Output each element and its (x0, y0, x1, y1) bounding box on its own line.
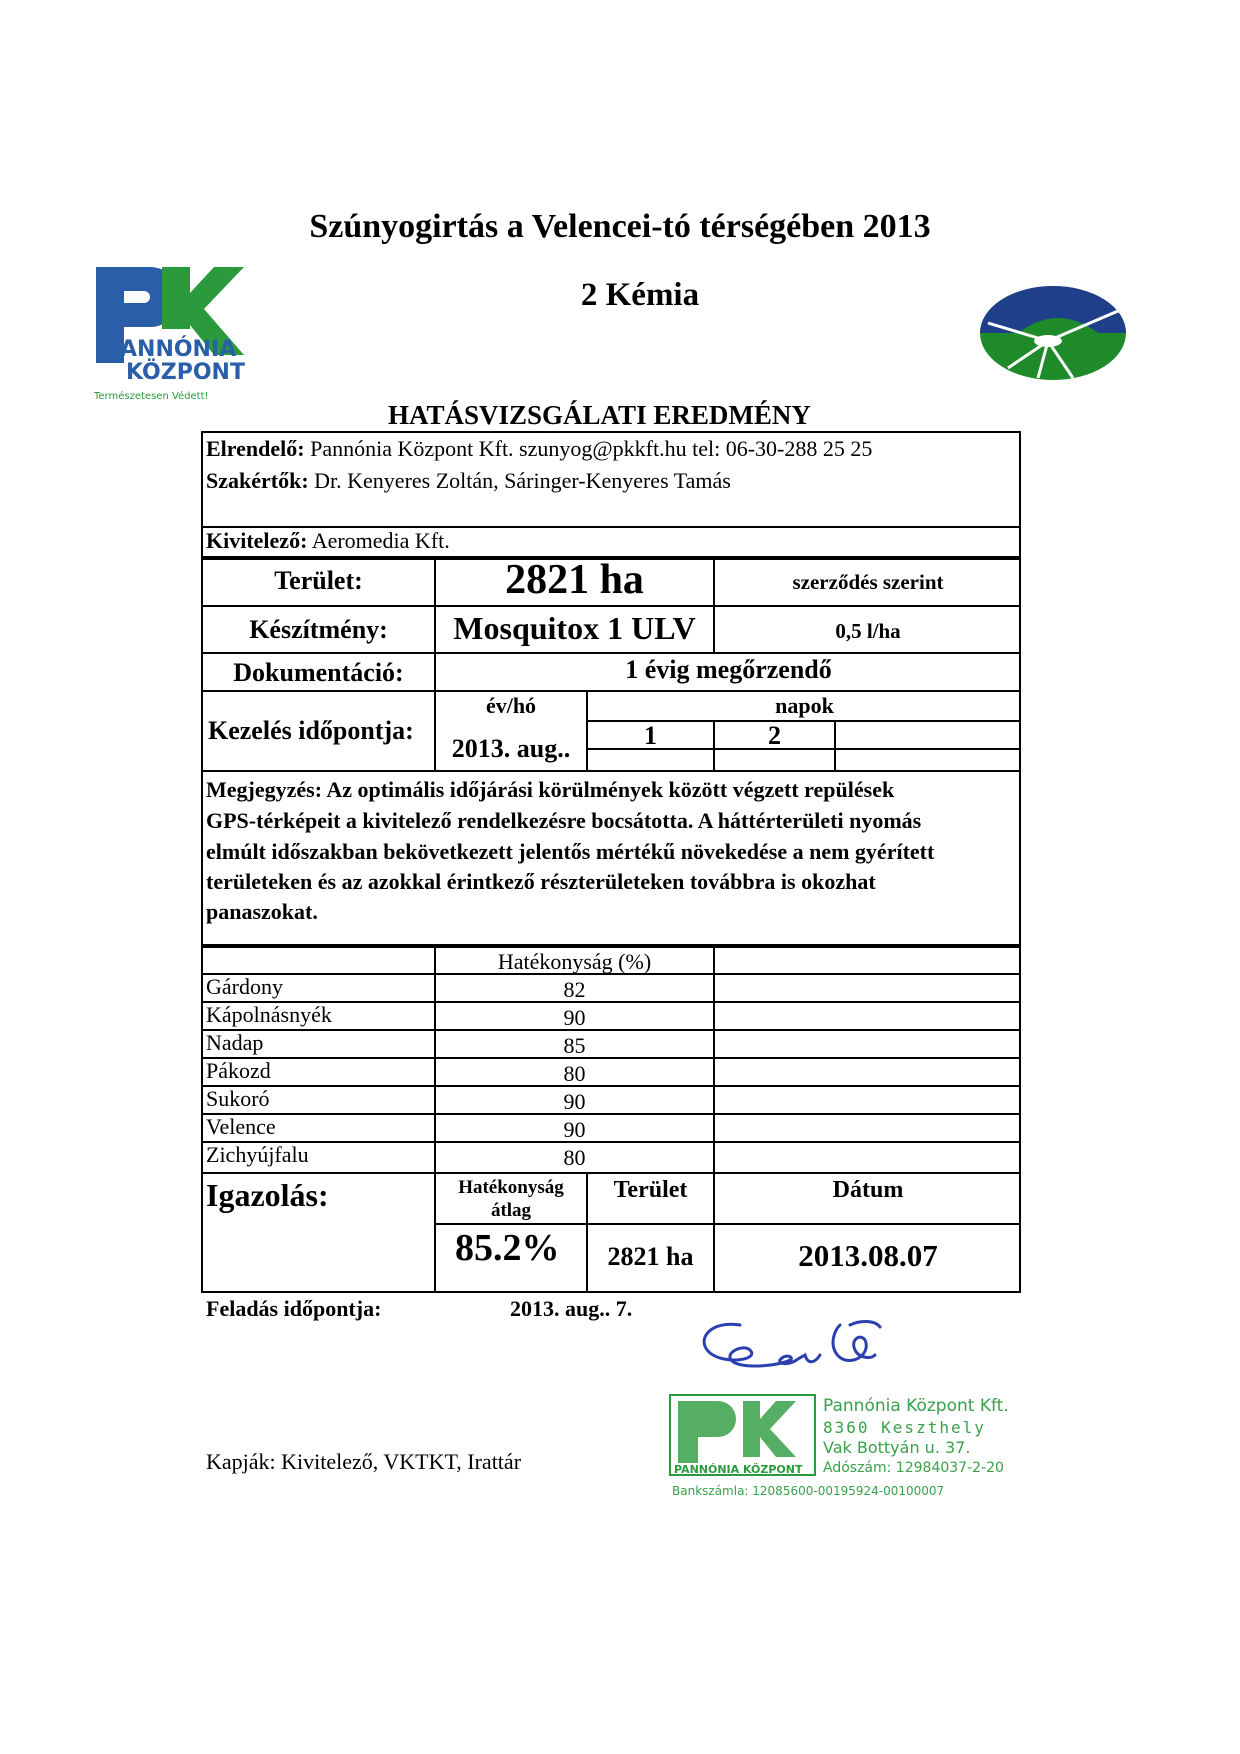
sent-label: Feladás időpontja: (206, 1296, 382, 1321)
experts-line: Szakértők: Dr. Kenyeres Zoltán, Sáringer-Kenyeres Tamás (206, 468, 731, 493)
note-line-1: Megjegyzés: Az optimális időjárási körülmények között végzett repülések (206, 777, 895, 802)
avg-header-1: Hatékonyság (458, 1177, 564, 1198)
place-name: Nadap (206, 1030, 264, 1055)
mosquito-logo (978, 283, 1128, 383)
area-label: Terület: (274, 566, 363, 595)
pannonia-logo (92, 263, 252, 403)
yearmonth-header: év/hó (485, 693, 537, 718)
avg-header-2: átlag (490, 1200, 532, 1221)
area-note: szerződés szerint (792, 570, 944, 594)
svg-text:Vak Bottyán u. 37.: Vak Bottyán u. 37. (823, 1438, 971, 1457)
sent-value: 2013. aug.. 7. (510, 1296, 633, 1321)
cert-area-value: 2821 ha (607, 1242, 694, 1271)
date-header: Dátum (832, 1177, 904, 1203)
cert-date-value: 2013.08.07 (798, 1238, 938, 1273)
efficiency-value: 85 (563, 1033, 586, 1058)
section-title: HATÁSVIZSGÁLATI EREDMÉNY (388, 400, 811, 430)
place-name: Sukoró (206, 1086, 270, 1111)
svg-text:KÖZPONT: KÖZPONT (126, 360, 245, 385)
place-name: Velence (206, 1114, 276, 1139)
svg-text:PANNÓNIA KÖZPONT: PANNÓNIA KÖZPONT (674, 1463, 803, 1476)
doc-value: 1 évig megőrzendő (625, 655, 832, 684)
efficiency-value: 90 (563, 1117, 586, 1142)
svg-text:ANNÓNIA: ANNÓNIA (120, 337, 237, 362)
orderer-line: Elrendelő: Pannónia Központ Kft. szunyog@pkkft.hu tel: 06-30-288 25 25 (206, 436, 873, 461)
signature (690, 1305, 920, 1385)
place-name: Pákozd (206, 1058, 271, 1083)
note-line-4: területeken és az azokkal érintkező részterületeken továbbra is okozhat (206, 869, 876, 894)
certification-label: Igazolás: (206, 1177, 329, 1213)
product-value: Mosquitox 1 ULV (453, 610, 696, 646)
efficiency-value: 80 (563, 1145, 586, 1170)
efficiency-header: Hatékonyság (%) (497, 949, 652, 974)
efficiency-value: 90 (563, 1089, 586, 1114)
product-dose: 0,5 l/ha (835, 619, 901, 643)
contractor-line: Kivitelező: Aeromedia Kft. (206, 528, 450, 553)
recipients: Kapják: Kivitelező, VKTKT, Irattár (206, 1449, 522, 1474)
yearmonth-value: 2013. aug.. (451, 734, 571, 763)
document-title: Szúnyogirtás a Velencei-tó térségében 2013 (309, 208, 931, 245)
product-label: Készítmény: (249, 615, 388, 644)
place-name: Kápolnásnyék (206, 1002, 332, 1027)
place-name: Zichyújfalu (206, 1142, 309, 1167)
treatment-label: Kezelés időpontja: (208, 716, 414, 745)
note-line-2: GPS-térképeit a kivitelező rendelkezésre bocsátotta. A háttérterületi nyomás (206, 808, 922, 833)
note-line-3: elmúlt időszakban bekövetkezett jelentős mértékű növekedése a nem gyérített (206, 839, 935, 864)
note-line-5: panaszokat. (206, 899, 318, 924)
svg-text:8360 Keszthely: 8360 Keszthely (823, 1418, 986, 1437)
svg-text:Bankszámla: 12085600-00195924-: Bankszámla: 12085600-00195924-00100007 (672, 1484, 945, 1498)
place-name: Gárdony (206, 974, 283, 999)
efficiency-value: 82 (563, 977, 586, 1002)
doc-label: Dokumentáció: (233, 658, 404, 687)
avg-value: 85.2% (455, 1227, 560, 1269)
company-stamp (668, 1385, 1028, 1503)
area-header: Terület (613, 1177, 688, 1203)
day-1: 1 (644, 721, 657, 750)
area-value: 2821 ha (505, 557, 644, 603)
document-subtitle: 2 Kémia (580, 277, 700, 313)
days-header: napok (775, 693, 834, 718)
day-2: 2 (768, 721, 781, 750)
efficiency-value: 90 (563, 1005, 586, 1030)
svg-text:Adószám: 12984037-2-20: Adószám: 12984037-2-20 (823, 1460, 1004, 1476)
svg-text:Természetesen Védett!: Természetesen Védett! (94, 391, 209, 402)
svg-text:Pannónia Központ Kft.: Pannónia Központ Kft. (823, 1396, 1009, 1416)
efficiency-value: 80 (563, 1061, 586, 1086)
